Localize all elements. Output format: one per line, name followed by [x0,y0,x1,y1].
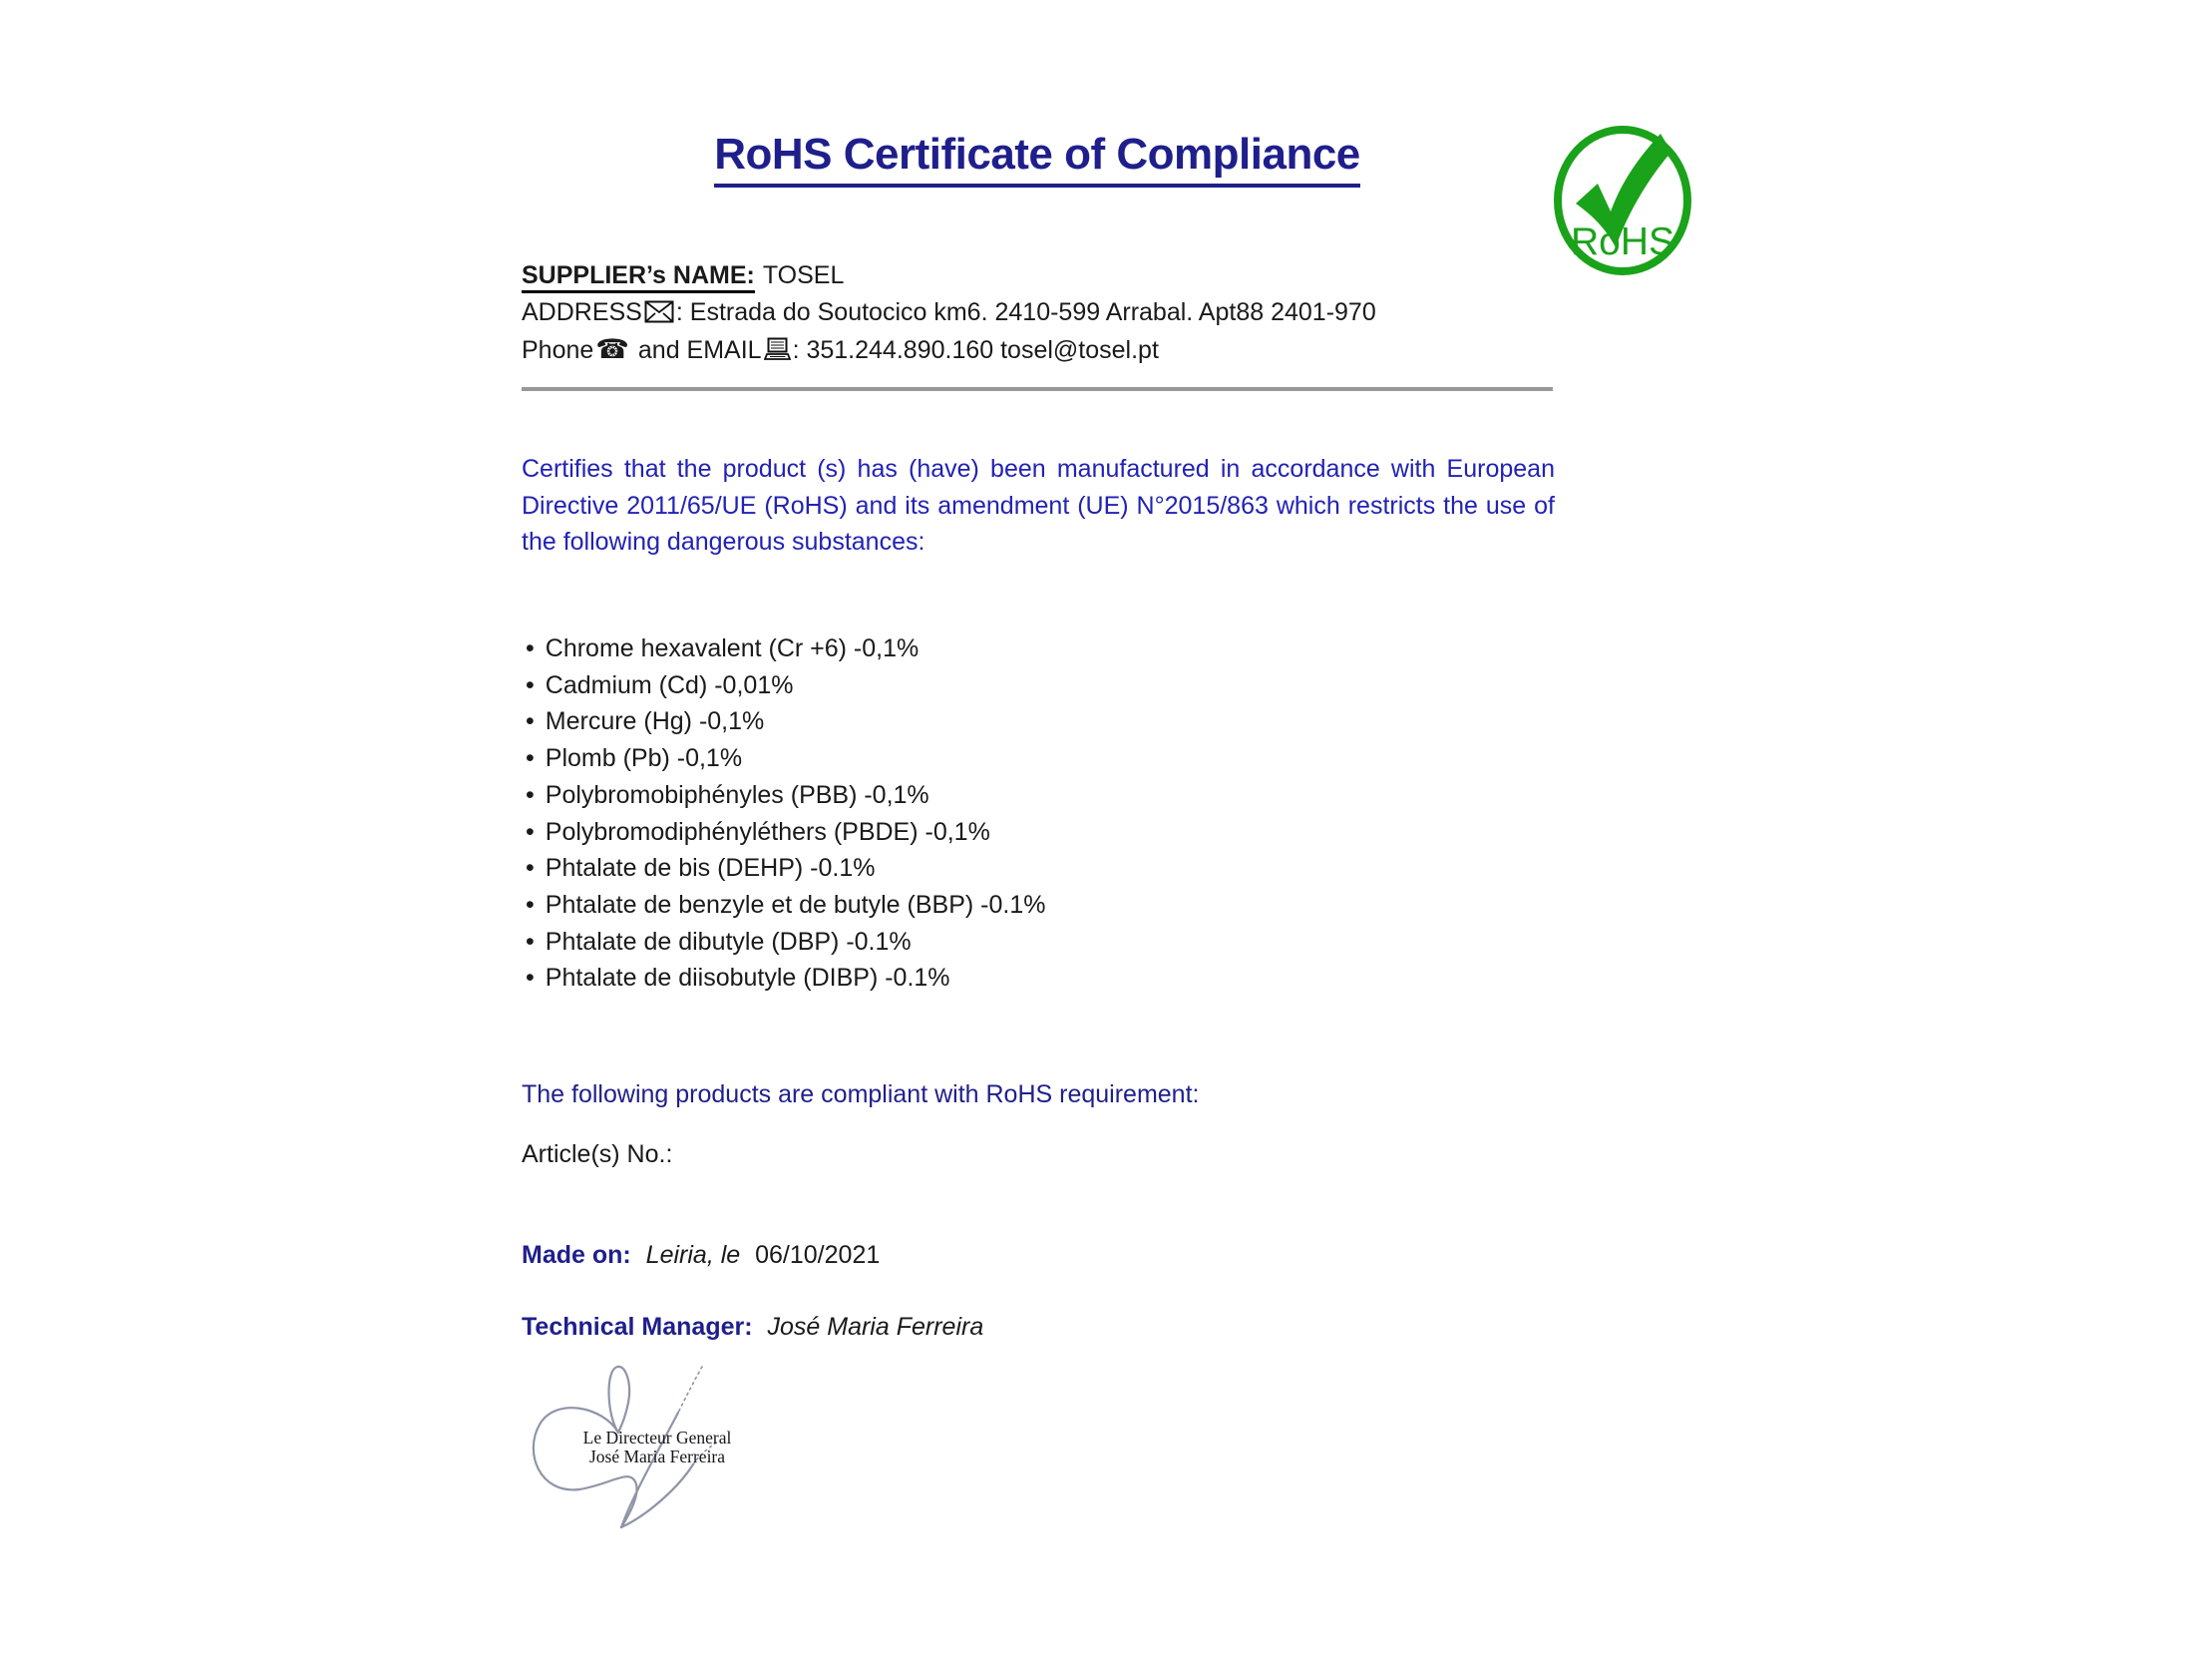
phone-icon: ☎ [595,334,629,365]
envelope-icon [644,300,674,323]
article-number-label: Article(s) No.: [522,1140,673,1168]
made-on-line [522,1241,880,1270]
made-on-place: Leiria, le [645,1241,741,1269]
supplier-block [522,257,1376,369]
substance-item: • Polybromobiphényles (PBB) -0,1% [526,777,1045,814]
signature-line2: José Maria Ferreira [588,1447,726,1466]
address-label: ADDRESS [522,298,642,326]
signature-text [573,1429,741,1466]
page-title-text: RoHS Certificate of Compliance [714,130,1360,188]
substance-item: • Plomb (Pb) -0,1% [526,740,1045,777]
page-title [522,130,1553,180]
rohs-logo [1548,122,1697,281]
technical-manager-value: José Maria Ferreira [767,1313,984,1341]
substance-item: • Chrome hexavalent (Cr +6) -0,1% [526,630,1045,667]
supplier-name-value: TOSEL [762,261,845,289]
supplier-name-label: SUPPLIER’s NAME: [522,261,755,293]
supplier-name-line [522,257,1376,294]
substance-item: • Phtalate de diisobutyle (DIBP) -0.1% [526,960,1045,997]
substance-item: • Mercure (Hg) -0,1% [526,703,1045,740]
signature-line1: Le Directeur General [582,1428,732,1448]
supplier-contact-line [522,331,1376,369]
substance-item: • Cadmium (Cd) -0,01% [526,667,1045,704]
separator-line [522,387,1553,391]
technical-manager-label: Technical Manager: [522,1313,753,1341]
substance-item: • Phtalate de benzyle et de butyle (BBP) -0.1% [526,887,1045,924]
made-on-label: Made on: [522,1241,631,1269]
supplier-address-line [522,294,1376,331]
technical-manager-line [522,1313,983,1342]
computer-icon [764,337,791,361]
substance-item: • Polybromodiphényléthers (PBDE) -0,1% [526,814,1045,851]
certification-paragraph: Certifies that the product (s) has (have) been manufactured in accordance with European Directive 2011/65/UE (RoHS) and its amendment (UE) N°2015/863 which restricts the use of the following dangerous substances: [522,455,1555,556]
phone-label: Phone [522,336,594,364]
made-on-date: 06/10/2021 [755,1241,881,1269]
and-email-label: and EMAIL [630,336,762,364]
signature-block [522,1355,751,1554]
contact-value: : 351.244.890.160 tosel@tosel.pt [792,336,1159,364]
substances-list [526,630,1045,997]
address-value: : Estrada do Soutocico km6. 2410-599 Arrabal. Apt88 2401-970 [675,298,1376,326]
logo-text: RoHS [1570,220,1675,263]
compliance-statement: The following products are compliant with RoHS requirement: [522,1080,1200,1108]
substance-item: • Phtalate de bis (DEHP) -0.1% [526,850,1045,887]
substance-item: • Phtalate de dibutyle (DBP) -0.1% [526,924,1045,961]
